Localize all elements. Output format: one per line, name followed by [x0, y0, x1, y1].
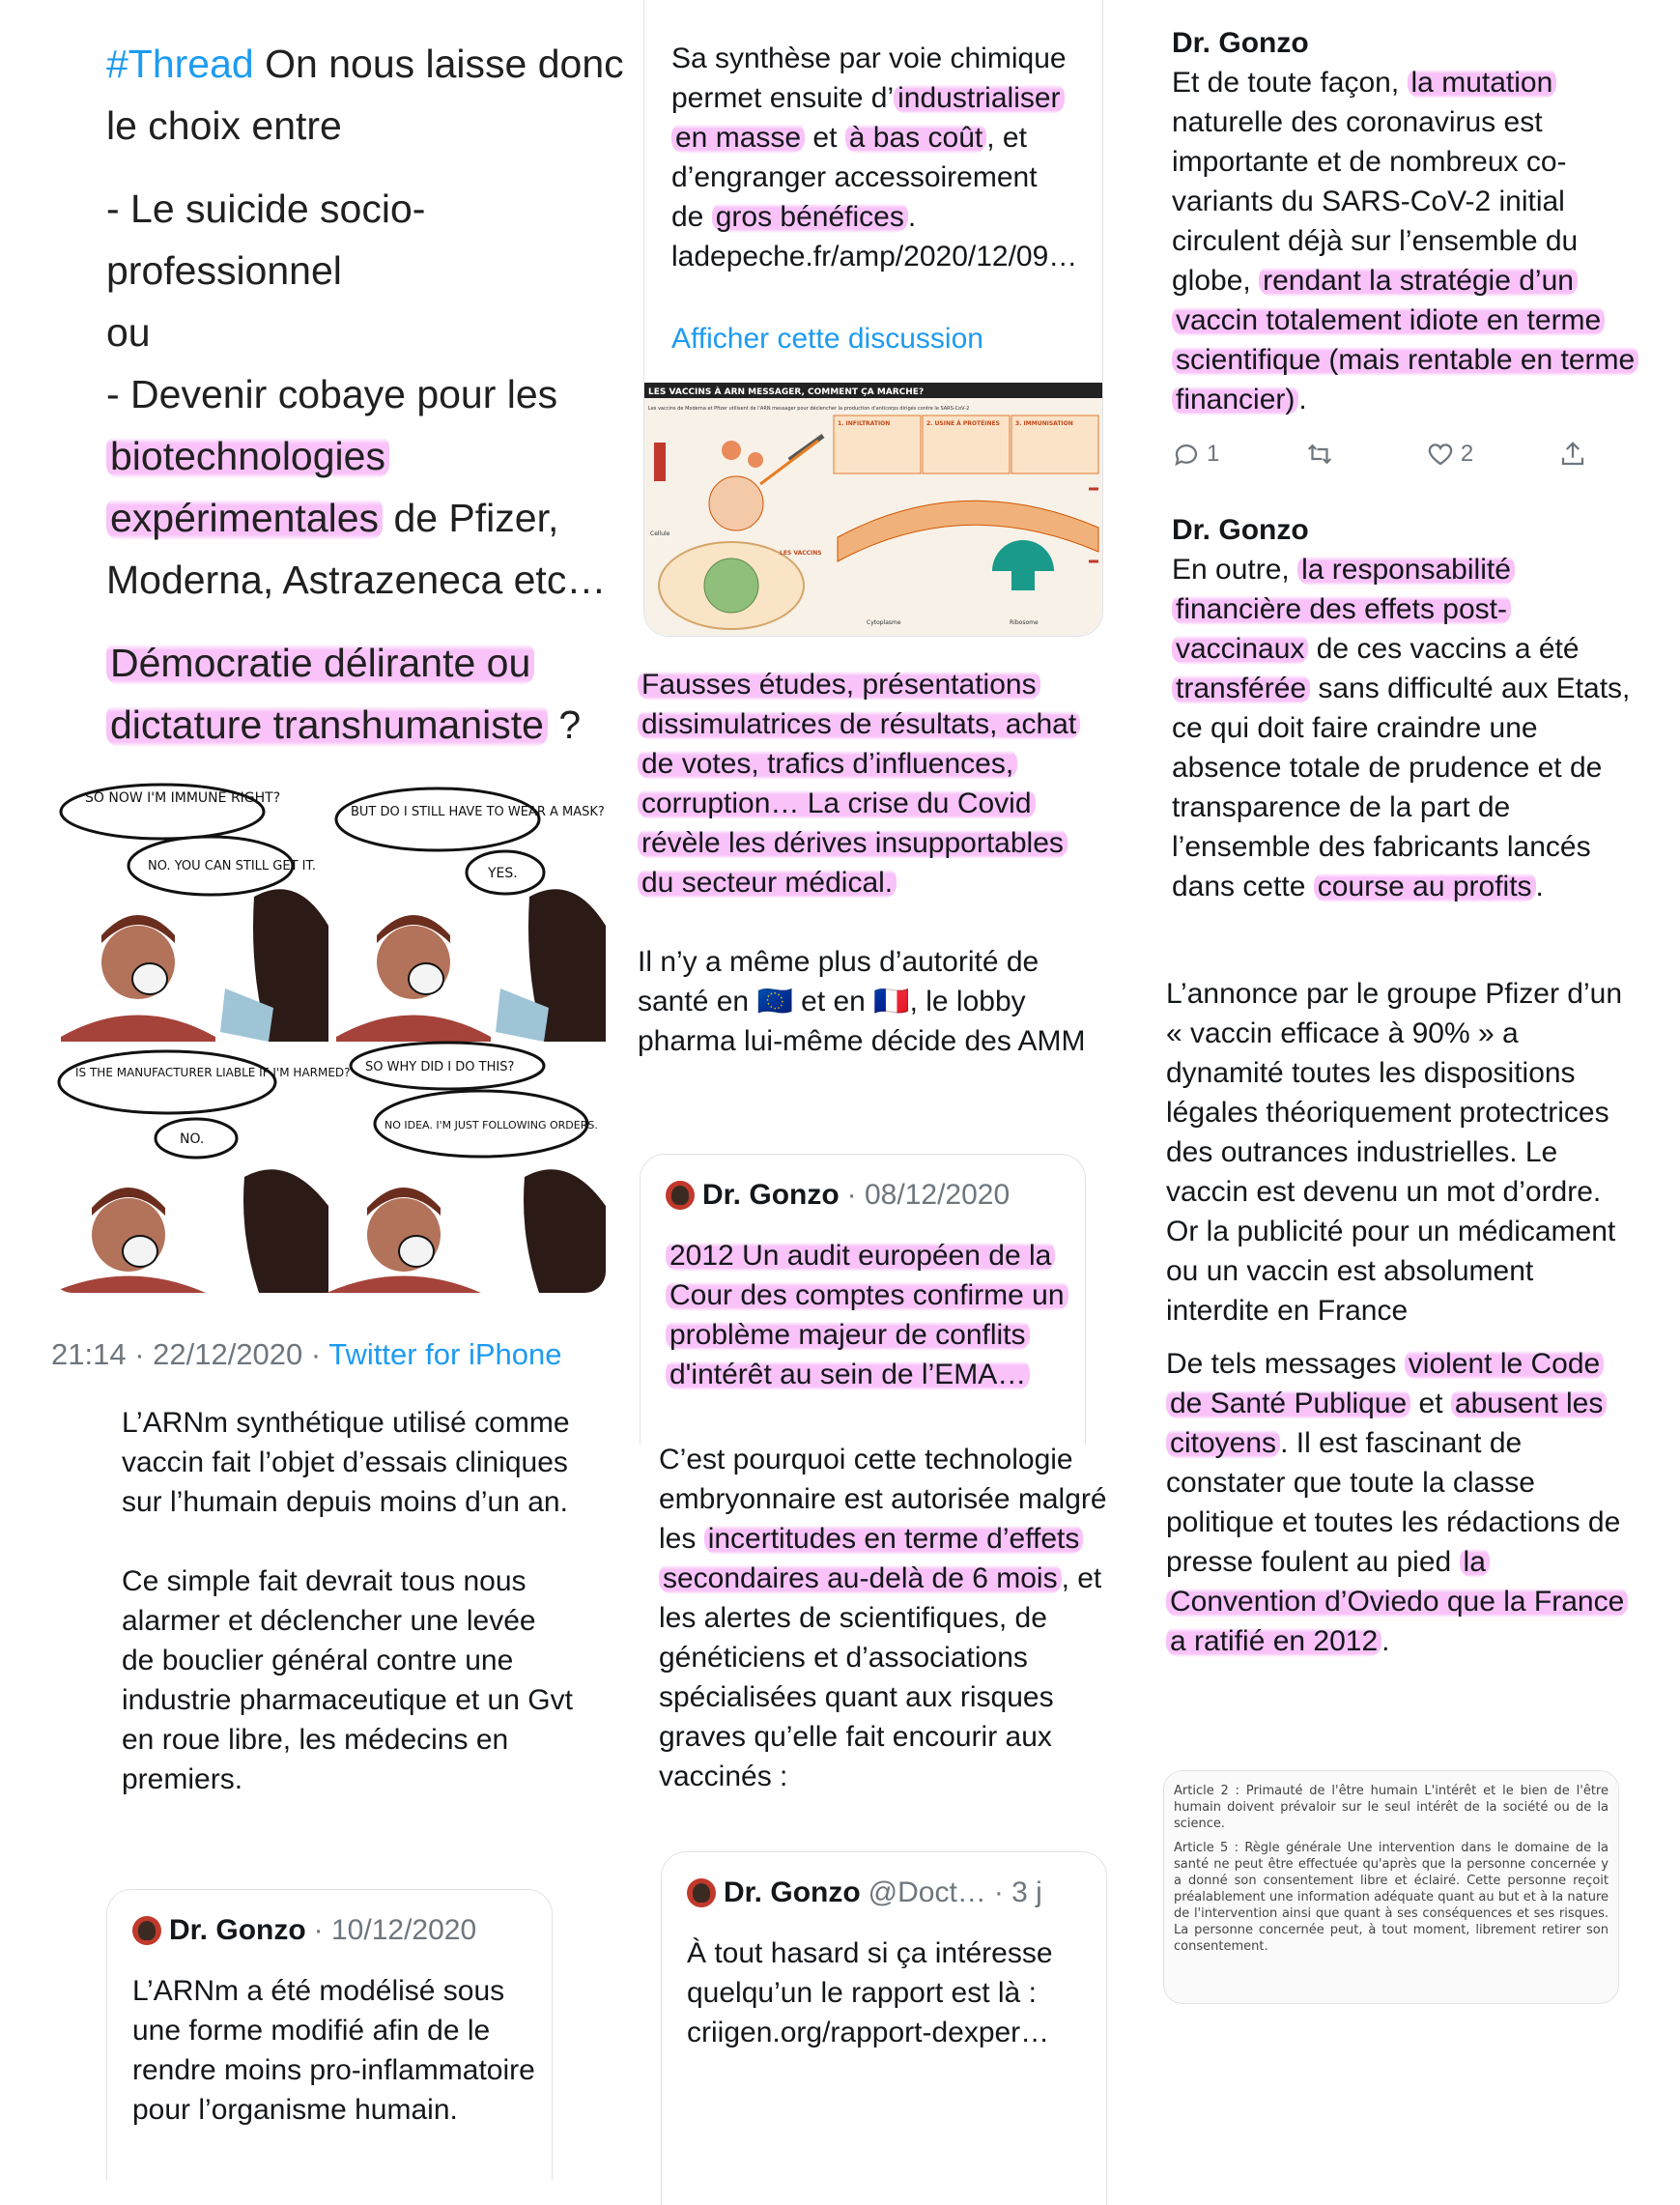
tweet-mutation: Dr. Gonzo Et de toute façon, la mutation naturelle des coronavirus est importante et de nombreux co-variants du SARS-CoV-2 initial circulent déjà sur l’ensemble du globe, rendant la stratégie d’un vaccin totalement idiote en terme scientifique (mais rentable en terme financier) .: [1172, 23, 1636, 419]
comic-bubble-4a: SO WHY DID I DO THIS?: [365, 1060, 515, 1074]
author-name[interactable]: Dr. Gonzo: [1172, 514, 1309, 546]
option-cobaye: - Devenir cobaye pour les biotechnologies expérimentales de Pfizer, Moderna, Astrazeneca etc…: [106, 372, 607, 602]
option-suicide: - Le suicide socio-professionnel: [106, 186, 426, 293]
comic-bubble-2b: YES.: [488, 866, 518, 881]
highlight-transferee: transférée: [1172, 673, 1310, 704]
highlight-strategie: rendant la stratégie d’un vaccin totalement idiote en terme scientifique (mais rentable en terme financier): [1172, 265, 1638, 415]
article-5-text: Article 5 : Règle générale Une intervention dans le domaine de la santé ne peut être effectuée qu'après que la personne concernée y a donné son consentement libre et éclairé. Cette personne reçoit préalablement une information adéquate quant au but et à la nature de l'intervention ainsi que quant à ses conséquences et ses risques. La personne concernée peut, à tout moment, librement retirer son consentement.: [1174, 1841, 1609, 1954]
highlight-industrialiser: industrialiser en masse: [671, 82, 1065, 154]
quote-header: [666, 1176, 1010, 1215]
comic-bubble-3b: NO.: [180, 1131, 205, 1147]
infographic-label-cytoplasme: Cytoplasme: [867, 619, 901, 626]
flag-fr-icon: 🇫🇷: [873, 986, 910, 1017]
quote-text: À tout hasard si ça intéresse quelqu’un le rapport est là : criigen.org/rapport-dexper…: [687, 1937, 1053, 2048]
highlight-incertitudes: incertitudes en terme d’effets secondaires au-delà de 6 mois: [659, 1523, 1083, 1594]
quote-tweet-card-3[interactable]: [661, 1851, 1107, 2205]
arn-infographic-image[interactable]: [644, 383, 1102, 636]
quote-tweet-card-2[interactable]: [640, 1154, 1086, 1445]
flag-eu-icon: 🇪🇺: [756, 986, 793, 1017]
tweet-body-arnm: [122, 1403, 576, 1839]
reply-button[interactable]: [1172, 440, 1219, 469]
quote-date: · 08/12/2020: [846, 1179, 1011, 1211]
tweet-pfizer-code: [1166, 974, 1630, 1675]
highlight-biotech: biotechnologies expérimentales: [106, 434, 389, 540]
comic-bubble-2a: BUT DO I STILL HAVE TO WEAR A MASK?: [351, 805, 605, 819]
show-thread-link[interactable]: Afficher cette discussion: [671, 323, 983, 355]
tweet-source-link[interactable]: Twitter for iPhone: [328, 1337, 562, 1371]
quote-text: [666, 1236, 1071, 1394]
author-name[interactable]: Dr. Gonzo: [724, 1876, 861, 1908]
quote-header: [132, 1911, 476, 1950]
highlight-bas-cout: à bas coût: [845, 122, 986, 154]
heart-icon: [1426, 440, 1455, 469]
infographic-label-ribosome: Ribosome: [1010, 619, 1039, 626]
paragraph-authority: Il n’y a même plus d’autorité de santé en 🇪🇺 et en 🇫🇷, le lobby pharma lui-même décide des AMM: [638, 946, 1086, 1057]
infographic-title: LES VACCINS À ARN MESSAGER, COMMENT ÇA MARCHE?: [648, 387, 925, 397]
tweet-meta: [51, 1337, 561, 1372]
highlight-course-profits: course au profits: [1314, 871, 1536, 902]
infographic-label-cellule: Cellule: [650, 530, 670, 537]
quote-tweet-card-synthese[interactable]: [643, 0, 1103, 637]
paragraph-arnm: L’ARNm synthétique utilisé comme vaccin fait l’objet d’essais cliniques sur l’humain depuis moins d’un an.: [122, 1407, 570, 1518]
avatar: [132, 1916, 161, 1945]
thread-intro-block: [106, 33, 647, 756]
comic-image[interactable]: [51, 781, 606, 1293]
quote-tweet-card-1[interactable]: [106, 1889, 553, 2180]
like-button[interactable]: [1426, 440, 1473, 469]
question-line: Démocratie délirante ou dictature transhumaniste ?: [106, 632, 647, 756]
highlight-responsabilite: la responsabilité financière des effets post-vaccinaux: [1172, 554, 1515, 665]
avatar: [666, 1181, 695, 1210]
tweet-timestamp: 21:14 · 22/12/2020 ·: [51, 1337, 329, 1371]
tweet-actions: [1172, 435, 1587, 473]
author-name[interactable]: Dr. Gonzo: [1172, 27, 1309, 59]
reply-icon: [1172, 440, 1201, 469]
reply-count: 1: [1207, 441, 1220, 467]
paragraph-pfizer: L’annonce par le groupe Pfizer d’un « vaccin efficace à 90% » a dynamité toutes les dispositions légales théoriquement protectrices des outrances industrielles. Le vaccin est devenu un mot d’ordre. Or la publicité pour un médicament ou un vaccin est absolument interdite en France: [1166, 978, 1623, 1327]
oviedo-articles-image[interactable]: [1163, 1770, 1619, 2004]
infographic-label-1: 1. INFILTRATION: [838, 420, 891, 427]
highlight-audit: 2012 Un audit européen de la Cour des comptes confirme un problème majeur de conflits d'intérêt au sein de l’EMA…: [666, 1240, 1068, 1390]
tweet-responsabilite: Dr. Gonzo En outre, la responsabilité financière des effets post-vaccinaux de ces vaccins a été transférée sans difficulté aux Etats, ce qui doit faire craindre une absence totale de prudence et de transparence de la part de l’ensemble des fabricants lancés dans cette course au profits .: [1172, 510, 1636, 906]
hashtag-link[interactable]: #Thread: [106, 42, 254, 86]
infographic-label-3: 3. IMMUNISATION: [1015, 420, 1073, 427]
highlight-fausses-etudes: Fausses études, présentations dissimulatrices de résultats, achat de votes, trafics d’influences, corruption… La crise du Covid révèle les dérives insupportables du secteur médical.: [638, 669, 1080, 899]
author-handle: @Doct…: [868, 1876, 986, 1908]
infographic-label-vaccins: LES VACCINS: [780, 550, 822, 557]
article-2-text: Article 2 : Primauté de l'être humain L'intérêt et le bien de l'être humain doivent prévaloir sur le seul intérêt de la société ou de la science.: [1174, 1784, 1609, 1831]
comic-bubble-1a: SO NOW I'M IMMUNE RIGHT?: [85, 790, 281, 806]
highlight-abusent: abusent les citoyens: [1166, 1388, 1607, 1459]
highlight-oviedo: la Convention d’Oviedo que la France a ratifié en 2012: [1166, 1546, 1628, 1657]
author-name[interactable]: Dr. Gonzo: [702, 1179, 840, 1211]
comic-bubble-4b: NO IDEA. I'M JUST FOLLOWING ORDERS.: [384, 1119, 598, 1131]
intro-text: On nous laisse donc le choix entre: [106, 42, 624, 148]
quote-date: · 10/12/2020: [313, 1914, 477, 1946]
like-count: 2: [1460, 441, 1474, 467]
infographic-label-2: 2. USINE À PROTÉINES: [926, 420, 1000, 427]
synthese-text: Sa synthèse par voie chimique permet ensuite d’ industrialiser en masse et à bas coût , et d’engranger accessoirement de gros bénéfices . ladepeche.fr/amp/2020/12/09…: [671, 43, 1078, 272]
tweet-body-embryonnaire: C’est pourquoi cette technologie embryonnaire est autorisée malgré les incertitudes en terme d’effets secondaires au-delà de 6 mois , et les alertes de scientifiques, de généticiens et d’associations spécialisées quant aux risques graves qu’elle fait encourir aux vaccinés :: [659, 1444, 1107, 1792]
highlight-code-sante: violent le Code de Santé Publique: [1166, 1348, 1604, 1419]
highlight-gros-benefices: gros bénéfices: [712, 201, 908, 233]
share-icon: [1558, 440, 1587, 469]
comic-bubble-1b: NO. YOU CAN STILL GET IT.: [148, 859, 317, 873]
paragraph-code: De tels messages violent le Code de Santé Publique et abusent les citoyens . Il est fascinant de constater que toute la classe politique et toutes les rédactions de presse foulent au pied la Convention d’Oviedo que la France a ratifié en 2012 .: [1166, 1344, 1630, 1661]
highlight-mutation: la mutation: [1408, 67, 1557, 99]
option-or: ou: [106, 310, 151, 355]
share-button[interactable]: [1558, 440, 1587, 469]
quote-age: · 3 j: [993, 1876, 1042, 1908]
tweet-body-fraud: [638, 665, 1092, 1101]
infographic-subtitle: Les vaccins de Moderna et Pfizer utilisent de l'ARN messager pour déclencher la production d'anticorps dirigés contre le SARS-CoV-2: [648, 406, 970, 412]
comic-bubble-3a: IS THE MANUFACTURER LIABLE IF I'M HARMED?: [75, 1066, 351, 1079]
quote-header: [687, 1874, 1042, 1912]
paragraph-alarm: Ce simple fait devrait tous nous alarmer et déclencher une levée de bouclier général contre une industrie pharmaceutique et un Gvt en roue libre, les médecins en premiers.: [122, 1565, 573, 1795]
quote-text: L’ARNm a été modélisé sous une forme modifié afin de le rendre moins pro-inflammatoire pour l’organisme humain.: [132, 1975, 535, 2126]
retweet-button[interactable]: [1304, 440, 1341, 469]
highlight-question: Démocratie délirante ou dictature transhumaniste: [106, 641, 548, 747]
retweet-icon: [1304, 440, 1335, 469]
author-name[interactable]: Dr. Gonzo: [169, 1914, 306, 1946]
avatar: [687, 1878, 716, 1907]
